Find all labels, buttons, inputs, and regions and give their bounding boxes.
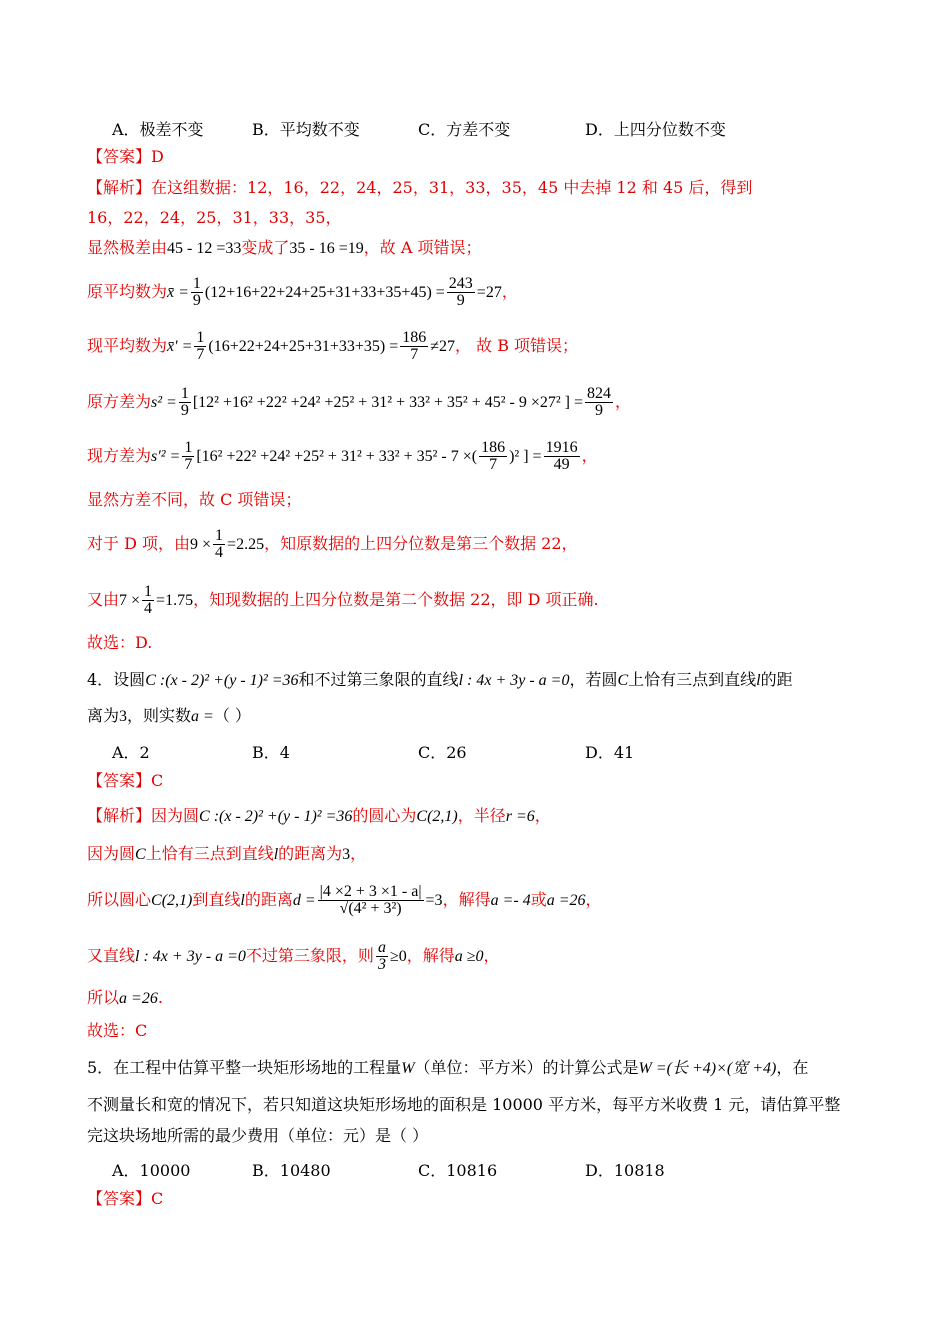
- q3-analysis-d-new: 又由7 × $\frac{1}{4}$ =1.75，知现数据的上四分位数是第二个数据 22，即 D 项正确.: [87, 583, 599, 617]
- q4-analysis-line3: 所以圆心C(2,1)到直线l的距离d = $\frac{|4 \times 2 + 3 \times 1 - a|}{\text{√(4² + 3²)}}$ =3，解得a =- 4或a =26，: [87, 883, 602, 917]
- q4-option-d: D．41: [585, 743, 635, 762]
- q5-answer: 【答案】C: [87, 1189, 164, 1208]
- q5-stem-line1: 5．在工程中估算平整一块矩形场地的工程量W（单位：平方米）的计算公式是W =(长 +4)×(宽 +4)，在: [87, 1058, 809, 1077]
- q3-analysis-orig-mean: 原平均数为x̄ = $\frac{1}{9}$ (12+16+22+24+25+31+33+35+45) = $\frac{243}{9}$ =27，: [87, 275, 518, 309]
- q3-analysis-range: 显然极差由45 - 12 =33变成了35 - 16 =19，故 A 项错误；: [87, 238, 482, 257]
- q4-analysis-line4: 又直线l : 4x + 3y - a =0不过第三象限，则 $\frac{a}{3}$ ≥0，解得a ≥0，: [87, 939, 500, 973]
- q3-analysis-c-wrong: 显然方差不同，故 C 项错误；: [87, 490, 302, 509]
- q3-analysis-line1: 【解析】在这组数据：12，16，22，24，25，31，33，35，45 中去掉 12 和 45 后，得到: [87, 178, 753, 197]
- q4-analysis-line5: 所以a =26.: [87, 988, 163, 1007]
- q3-analysis-d-orig: 对于 D 项，由9 × $\frac{1}{4}$ =2.25，知原数据的上四分位数是第三个数据 22，: [87, 527, 578, 561]
- q4-choose: 故选：C: [87, 1021, 148, 1040]
- q3-analysis-orig-variance: 原方差为s² = $\frac{1}{9}$ [12² +16² +22² +24² +25² + 31² + 33² + 35² + 45² - 9 ×27² ] = $\frac{824}{9}$ ，: [87, 385, 632, 419]
- q3-analysis-line2: 16，22，24，25，31，33，35，: [87, 208, 342, 227]
- q4-stem-line2: 离为3，则实数a =（ ）: [87, 706, 251, 725]
- q4-stem-line1: 4．设圆C :(x - 2)² +(y - 1)² =36和不过第三象限的直线l : 4x + 3y - a =0，若圆C上恰有三点到直线l的距: [87, 670, 793, 689]
- q5-option-b: B．10480: [252, 1161, 331, 1180]
- q4-option-c: C．26: [418, 743, 467, 762]
- q4-option-a: A．2: [112, 743, 150, 762]
- q3-option-a: A．极差不变: [112, 120, 204, 139]
- q3-option-c: C．方差不变: [418, 120, 511, 139]
- q4-analysis-line1: 【解析】因为圆C :(x - 2)² +(y - 1)² =36的圆心为C(2,1)，半径r =6，: [87, 806, 551, 825]
- q4-analysis-line2: 因为圆C上恰有三点到直线l的距离为3，: [87, 844, 367, 863]
- q5-stem-line3: 完这块场地所需的最少费用（单位：元）是（ ）: [87, 1126, 429, 1145]
- q5-option-d: D．10818: [585, 1161, 665, 1180]
- q5-option-a: A．10000: [112, 1161, 191, 1180]
- q3-option-d: D．上四分位数不变: [585, 120, 726, 139]
- q3-analysis-new-mean: 现平均数为x̄′ = $\frac{1}{7}$ (16+22+24+25+31+33+35) = $\frac{186}{7}$ ≠27， 故 B 项错误；: [87, 329, 579, 363]
- q3-choose: 故选：D.: [87, 633, 153, 652]
- q3-answer: 【答案】D: [87, 147, 164, 166]
- q4-option-b: B．4: [252, 743, 290, 762]
- q3-option-b: B．平均数不变: [252, 120, 360, 139]
- q5-option-c: C．10816: [418, 1161, 498, 1180]
- q3-analysis-new-variance: 现方差为s′² = $\frac{1}{7}$ [16² +22² +24² +25² + 31² + 33² + 35² - 7 ×( $\frac{186}{7}$ )² ] = $\frac{1916}{49}$ ，: [87, 439, 598, 473]
- q4-answer: 【答案】C: [87, 771, 164, 790]
- q5-stem-line2: 不测量长和宽的情况下，若只知道这块矩形场地的面积是 10000 平方米，每平方米收费 1 元，请估算平整: [87, 1095, 841, 1114]
